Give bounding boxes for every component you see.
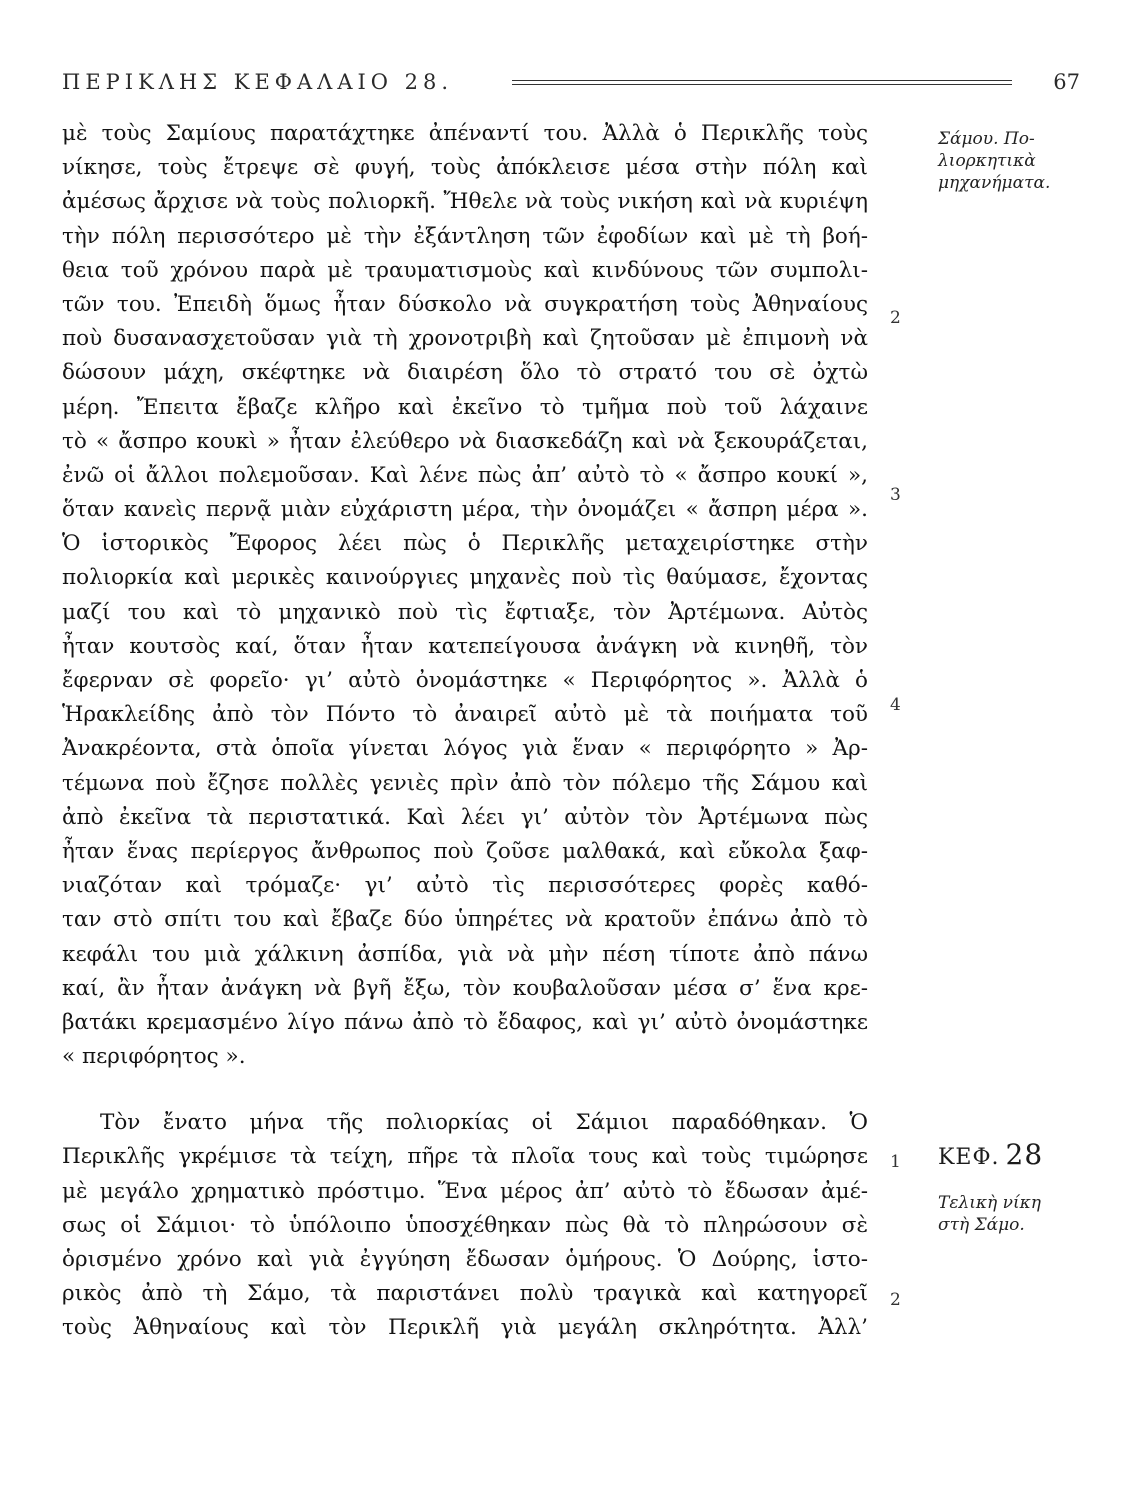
text-line: ὁρισμένο χρόνο καὶ γιὰ ἐγγύηση ἔδωσαν ὁμήρους. Ὁ Δούρης, ἱστο- <box>62 1247 868 1272</box>
body-text <box>62 117 868 1346</box>
chapter-number: 28 <box>1005 1138 1044 1171</box>
text-line: « περιφόρητος ». <box>62 1044 246 1070</box>
section-marker: 4 <box>890 695 901 715</box>
text-line: νίκησε, τοὺς ἔτρεψε σὲ φυγή, τοὺς ἀπόκλεισε μέσα στὴν πόλη καὶ <box>62 155 868 181</box>
text-line: Ἡρακλείδης ἀπὸ τὸν Πόντο τὸ ἀναιρεῖ αὐτὸ μὲ τὰ ποιήματα τοῦ <box>62 702 868 728</box>
section-marker: 3 <box>890 485 901 505</box>
paragraph <box>62 117 868 1074</box>
text-line: σως οἱ Σάμιοι· τὸ ὑπόλοιπο ὑποσχέθηκαν πὼς θὰ τὸ πληρώσουν σὲ <box>62 1212 868 1238</box>
margin-note-line: Τελικὴ νίκη <box>938 1193 1041 1213</box>
section-marker: 2 <box>890 1290 901 1310</box>
text-line: τοὺς Ἀθηναίους καὶ τὸν Περικλῆ γιὰ μεγάλη σκληρότητα. Ἀλλ’ <box>62 1315 868 1341</box>
text-line: ποὺ δυσανασχετοῦσαν γιὰ τὴ χρονοτριβὴ καὶ ζητοῦσαν μὲ ἐπιμονὴ νὰ <box>62 326 868 352</box>
text-line: τὴν πόλη περισσότερο μὲ τὴν ἐξάντληση τῶν ἐφοδίων καὶ μὲ τὴ βοή- <box>62 223 868 249</box>
header-rule <box>512 80 1012 85</box>
paragraph <box>62 1106 868 1345</box>
text-line: κεφάλι του μιὰ χάλκινη ἀσπίδα, γιὰ νὰ μὴν πέση τίποτε ἀπὸ πάνω <box>62 941 868 967</box>
text-line: ρικὸς ἀπὸ τὴ Σάμο, τὰ παριστάνει πολὺ τραγικὰ καὶ κατηγορεῖ <box>62 1281 868 1307</box>
page-number: 67 <box>1053 70 1080 94</box>
section-marker: 2 <box>890 308 901 328</box>
text-line: ἦταν ἕνας περίεργος ἄνθρωπος ποὺ ζοῦσε μαλθακά, καὶ εὔκολα ξαφ- <box>62 838 868 864</box>
margin-note-line: μηχανήματα. <box>938 173 1051 193</box>
running-title: ΠΕΡΙΚΛΗΣ ΚΕΦΑΛΑΙΟ 28. <box>62 70 454 94</box>
chapter-label <box>938 1138 1043 1171</box>
text-line: πολιορκία καὶ μερικὲς καινούργιες μηχανὲς ποὺ τὶς θαύμασε, ἔχοντας <box>62 565 868 591</box>
text-line: ἔφερναν σὲ φορεῖο· γι’ αὐτὸ ὀνομάστηκε « Περιφόρητος ». Ἀλλὰ ὁ <box>62 668 868 693</box>
text-line: βατάκι κρεμασμένο λίγο πάνω ἀπὸ τὸ ἔδαφος, καὶ γι’ αὐτὸ ὀνομάστηκε <box>62 1009 868 1035</box>
text-line: ἀπὸ ἐκεῖνα τὰ περιστατικά. Καὶ λέει γι’ αὐτὸν τὸν Ἀρτέμωνα πὼς <box>62 804 868 830</box>
text-line: ταν στὸ σπίτι του καὶ ἔβαζε δύο ὑπηρέτες νὰ κρατοῦν ἐπάνω ἀπὸ τὸ <box>62 907 868 933</box>
text-line: τὸ « ἄσπρο κουκὶ » ἦταν ἐλεύθερο νὰ διασκεδάζη καὶ νὰ ξεκουράζεται, <box>62 428 868 454</box>
text-line: ἐνῶ οἱ ἄλλοι πολεμοῦσαν. Καὶ λένε πὼς ἀπ’ αὐτὸ τὸ « ἄσπρο κουκί », <box>62 462 868 488</box>
margin-note-victory <box>938 1192 1041 1236</box>
text-line: Ἀνακρέοντα, στὰ ὁποῖα γίνεται λόγος γιὰ ἕναν « περιφόρητο » Ἀρ- <box>62 736 868 762</box>
text-line: μαζί του καὶ τὸ μηχανικὸ ποὺ τὶς ἔφτιαξε, τὸν Ἀρτέμωνα. Αὐτὸς <box>62 599 868 625</box>
margin-note-siege <box>938 128 1050 194</box>
text-line: Τὸν ἔνατο μήνα τῆς πολιορκίας οἱ Σάμιοι παραδόθηκαν. Ὁ <box>100 1110 868 1136</box>
text-line: νιαζόταν καὶ τρόμαζε· γι’ αὐτὸ τὶς περισσότερες φορὲς καθό- <box>62 873 868 899</box>
paragraph-gap <box>62 1074 868 1106</box>
section-marker: 1 <box>890 1152 901 1172</box>
margin-note-line: λιορκητικὰ <box>938 151 1036 171</box>
margin-note-line: στὴ Σάμο. <box>938 1215 1025 1235</box>
text-line: ὅταν κανεὶς περνᾷ μιὰν εὐχάριστη μέρα, τὴν ὀνομάζει « ἄσπρη μέρα ». <box>62 497 868 523</box>
text-line: καί, ἂν ἦταν ἀνάγκη νὰ βγῆ ἔξω, τὸν κουβαλοῦσαν μέσα σ’ ἕνα κρε- <box>62 975 868 1001</box>
text-line: μὲ μεγάλο χρηματικὸ πρόστιμο. Ἕνα μέρος ἀπ’ αὐτὸ τὸ ἔδωσαν ἀμέ- <box>62 1178 868 1204</box>
text-line: Περικλῆς γκρέμισε τὰ τείχη, πῆρε τὰ πλοῖα τους καὶ τοὺς τιμώρησε <box>62 1144 868 1170</box>
text-line: Ὁ ἱστορικὸς Ἔφορος λέει πὼς ὁ Περικλῆς μεταχειρίστηκε στὴν <box>62 531 868 557</box>
text-line: μὲ τοὺς Σαμίους παρατάχτηκε ἀπέναντί του. Ἀλλὰ ὁ Περικλῆς τοὺς <box>62 121 868 146</box>
chapter-label-text: ΚΕΦ. <box>938 1145 1000 1170</box>
text-line: ἀμέσως ἄρχισε νὰ τοὺς πολιορκῆ. Ἤθελε νὰ τοὺς νικήση καὶ νὰ κυριέψη <box>62 189 868 215</box>
text-line: δώσουν μάχη, σκέφτηκε νὰ διαιρέση ὅλο τὸ στρατό του σὲ ὀχτὼ <box>62 360 868 386</box>
text-line: τῶν του. Ἐπειδὴ ὅμως ἦταν δύσκολο νὰ συγκρατήση τοὺς Ἀθηναίους <box>62 291 868 317</box>
margin-note-line: Σάμου. Πο- <box>938 129 1035 149</box>
text-line: θεια τοῦ χρόνου παρὰ μὲ τραυματισμοὺς καὶ κινδύνους τῶν συμπολι- <box>62 257 868 283</box>
text-line: τέμωνα ποὺ ἔζησε πολλὲς γενιὲς πρὶν ἀπὸ τὸν πόλεμο τῆς Σάμου καὶ <box>62 770 868 796</box>
text-line: ἦταν κουτσὸς καί, ὅταν ἦταν κατεπείγουσα ἀνάγκη νὰ κινηθῆ, τὸν <box>62 633 868 659</box>
text-line: μέρη. Ἔπειτα ἔβαζε κλῆρο καὶ ἐκεῖνο τὸ τμῆμα ποὺ τοῦ λάχαινε <box>62 394 868 420</box>
page-header <box>62 70 1082 100</box>
